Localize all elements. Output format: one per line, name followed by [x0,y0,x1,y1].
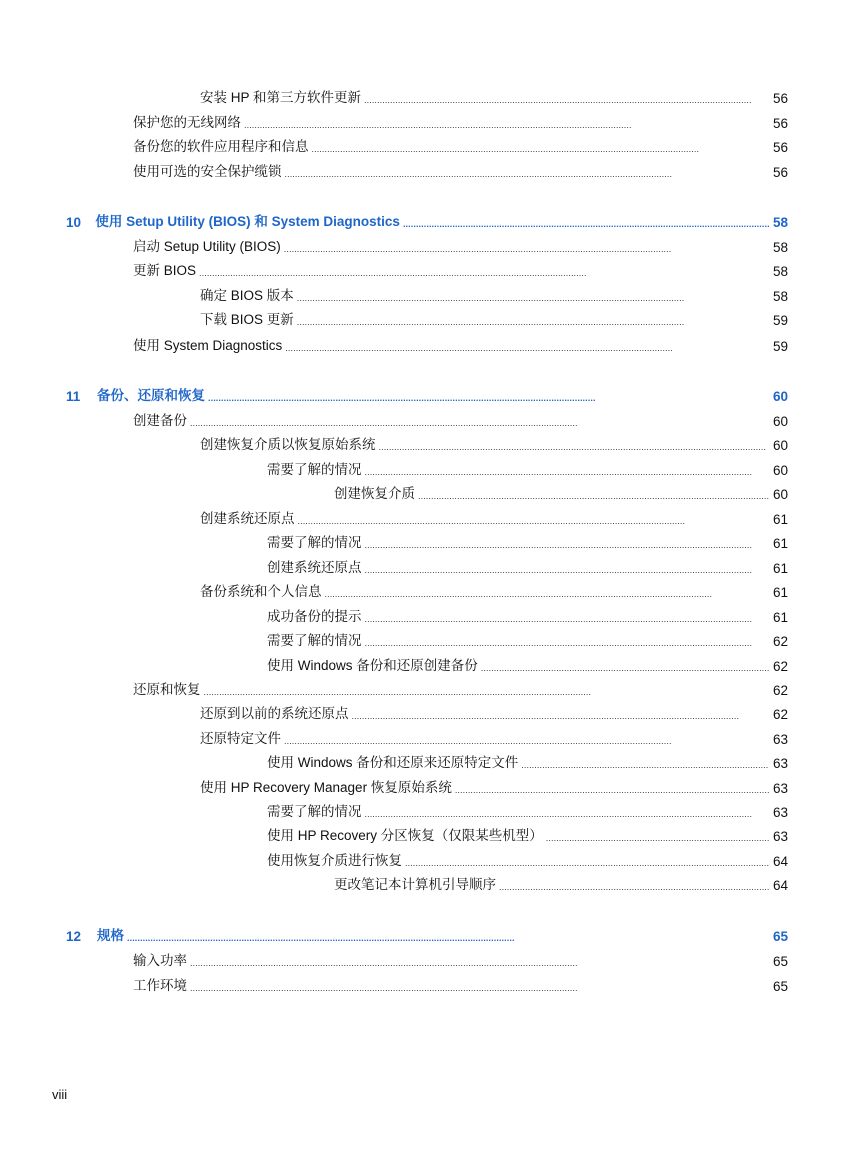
toc-entry[interactable] [267,556,788,576]
toc-leader-dots [365,536,770,551]
toc-entry-page: 64 [772,878,788,893]
toc-leader-dots [365,805,770,820]
toc-entry-title: 创建系统还原点 [267,560,362,575]
toc-entry[interactable] [267,800,788,820]
toc-entry-page: 61 [772,512,788,527]
toc-entry[interactable] [200,580,788,600]
toc-entry-page: 61 [772,561,788,576]
toc-leader-dots [418,487,769,502]
toc-entry-title: 备份您的软件应用程序和信息 [133,139,309,154]
toc-entry-title: 成功备份的提示 [267,609,362,624]
toc-entry[interactable] [267,849,788,869]
toc-entry[interactable] [200,433,788,453]
toc-entry-page: 62 [772,659,788,674]
toc-entry-title: 还原特定文件 [200,731,281,746]
toc-leader-dots [499,878,769,893]
toc-entry[interactable] [133,678,788,698]
toc-leader-dots [364,91,769,106]
toc-entry-page: 58 [772,264,788,279]
toc-entry-page: 56 [772,140,788,155]
toc-entry-title: 使用 HP Recovery 分区恢复（仅限某些机型） [267,828,543,843]
toc-entry-title: 使用 System Diagnostics [133,338,283,353]
toc-entry-page: 59 [772,339,788,354]
toc-leader-dots [403,215,769,230]
toc-leader-dots [365,463,770,478]
toc-entry-title: 创建系统还原点 [200,511,295,526]
toc-entry[interactable] [267,531,788,551]
toc-entry-title: 使用 Windows 备份和还原来还原特定文件 [267,755,519,770]
toc-entry[interactable] [133,334,788,354]
toc-entry-title: 需要了解的情况 [267,462,362,477]
toc-leader-dots [365,634,770,649]
toc-entry-title: 需要了解的情况 [267,633,362,648]
toc-entry-title: 确定 BIOS 版本 [200,288,294,303]
toc-entry-title: 启动 Setup Utility (BIOS) [133,239,281,254]
toc-leader-dots [325,585,770,600]
toc-entry-page: 62 [772,634,788,649]
toc-entry-page: 61 [772,536,788,551]
toc-entry-title: 更新 BIOS [133,263,197,278]
toc-leader-dots [352,707,770,722]
toc-entry-title: 下载 BIOS 更新 [200,312,294,327]
toc-leader-dots [199,264,769,279]
toc-entry-title: 使用 Setup Utility (BIOS) 和 System Diagnostics [95,214,400,229]
toc-entry-page: 60 [772,389,788,404]
toc-entry[interactable] [267,458,788,478]
toc-entry-title: 创建恢复介质 [334,486,415,501]
toc-entry-page: 60 [772,414,788,429]
toc-leader-dots [365,561,770,576]
toc-leader-dots [204,683,770,698]
toc-leader-dots [298,512,770,527]
toc-entry[interactable] [133,111,788,131]
toc-entry[interactable] [133,949,788,969]
toc-entry-page: 62 [772,683,788,698]
toc-entry-page: 62 [772,707,788,722]
toc-entry-page: 56 [772,165,788,180]
toc-entry-page: 56 [772,91,788,106]
toc-entry[interactable] [133,135,788,155]
toc-leader-dots [379,438,770,453]
toc-entry-page: 59 [772,313,788,328]
toc-entry-title: 备份系统和个人信息 [200,584,322,599]
toc-entry[interactable] [133,974,788,994]
toc-entry-title: 保护您的无线网络 [133,115,241,130]
toc-entry[interactable] [200,702,788,722]
toc-leader-dots [405,854,769,869]
toc-entry[interactable] [267,605,788,625]
toc-entry-title: 规格 [97,928,124,943]
toc-leader-dots [284,240,769,255]
toc-leader-dots [284,732,769,747]
toc-entry-page: 58 [772,289,788,304]
toc-entry-page: 60 [772,487,788,502]
toc-leader-dots [481,659,769,674]
toc-entry-title: 创建备份 [133,413,187,428]
toc-chapter[interactable] [66,384,788,404]
toc-entry-title: 更改笔记本计算机引导顺序 [334,877,496,892]
toc-leader-dots [297,313,769,328]
toc-leader-dots [190,954,769,969]
toc-entry-page: 58 [772,240,788,255]
toc-leader-dots [365,610,770,625]
toc-leader-dots [208,389,769,404]
toc-entry[interactable] [267,751,788,771]
toc-leader-dots [546,829,769,844]
toc-entry-page: 60 [772,438,788,453]
toc-entry-title: 需要了解的情况 [267,535,362,550]
toc-entry-title: 备份、还原和恢复 [97,388,205,403]
toc-entry-page: 63 [772,805,788,820]
toc-leader-dots [521,756,769,771]
toc-entry[interactable] [334,873,788,893]
toc-leader-dots [297,289,769,304]
toc-entry-title: 使用恢复介质进行恢复 [267,853,402,868]
toc-leader-dots [285,339,769,354]
toc-entry-title: 需要了解的情况 [267,804,362,819]
toc-entry-title: 输入功率 [133,953,187,968]
chapter-number: 10 [66,215,82,230]
toc-entry-page: 63 [772,781,788,796]
toc-leader-dots [190,979,769,994]
toc-entry[interactable] [133,259,788,279]
toc-leader-dots [285,165,770,180]
toc-leader-dots [190,414,769,429]
chapter-number: 11 [66,389,81,404]
page-number-footer: viii [52,1087,68,1102]
toc-entry-title: 使用可选的安全保护缆锁 [133,164,282,179]
toc-entry[interactable] [267,654,788,674]
toc-entry[interactable] [200,86,788,106]
toc-entry-page: 65 [772,954,788,969]
toc-entry[interactable] [267,824,788,844]
toc-leader-dots [455,781,769,796]
toc-entry-page: 63 [772,756,788,771]
toc-entry-page: 64 [772,854,788,869]
toc-chapter[interactable] [66,210,788,230]
toc-entry-title: 安装 HP 和第三方软件更新 [200,90,362,105]
toc-entry[interactable] [200,308,788,328]
toc-entry-page: 65 [772,979,788,994]
toc-entry[interactable] [133,160,788,180]
toc-entry-title: 工作环境 [133,978,187,993]
toc-entry-page: 58 [772,215,788,230]
toc-entry-page: 56 [772,116,788,131]
toc-entry-title: 创建恢复介质以恢复原始系统 [200,437,376,452]
toc-entry[interactable] [133,409,788,429]
toc-entry-page: 60 [772,463,788,478]
toc-leader-dots [244,116,769,131]
toc-entry-page: 63 [772,732,788,747]
toc-entry-title: 使用 HP Recovery Manager 恢复原始系统 [200,780,452,795]
toc-chapter[interactable] [66,924,788,944]
toc-leader-dots [127,929,769,944]
toc-entry[interactable] [200,727,788,747]
toc-entry[interactable] [334,482,788,502]
toc-entry-title: 使用 Windows 备份和还原创建备份 [267,658,478,673]
toc-entry[interactable] [200,507,788,527]
toc-entry[interactable] [200,284,788,304]
toc-entry-page: 61 [772,610,788,625]
toc-entry[interactable] [200,776,788,796]
chapter-number: 12 [66,929,82,944]
toc-leader-dots [312,140,770,155]
toc-entry-page: 65 [772,929,788,944]
toc-entry[interactable] [133,235,788,255]
toc-entry-page: 63 [772,829,788,844]
toc-entry-title: 还原到以前的系统还原点 [200,706,349,721]
toc-entry[interactable] [267,629,788,649]
toc-entry-page: 61 [772,585,788,600]
toc-entry-title: 还原和恢复 [133,682,201,697]
